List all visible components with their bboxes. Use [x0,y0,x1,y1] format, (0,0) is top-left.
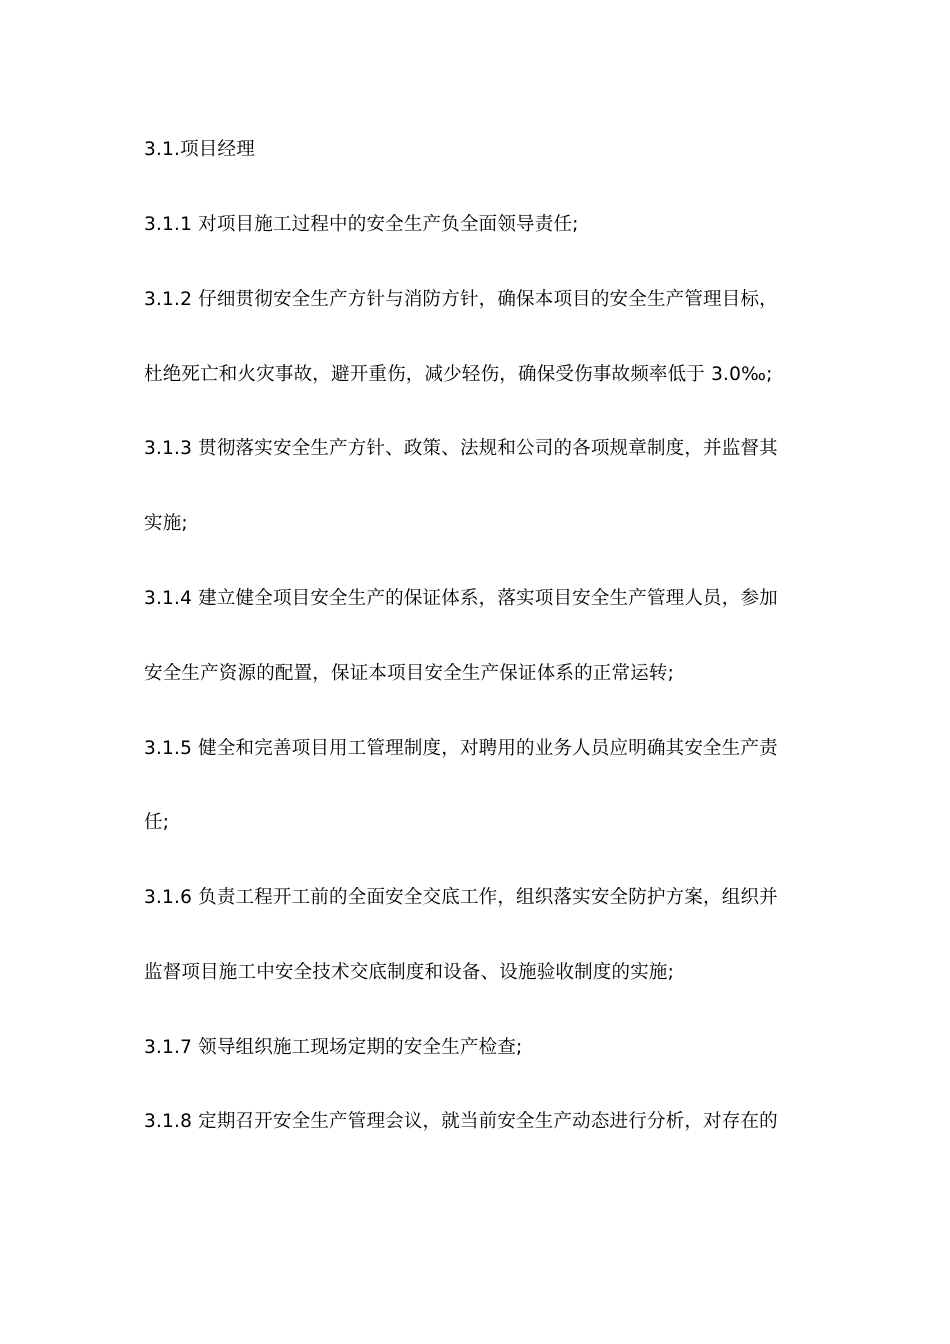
paragraph-line: 3.1.5 健全和完善项目用工管理制度，对聘用的业务人员应明确其安全生产责 [144,738,778,759]
paragraph-line: 任; [144,812,170,833]
paragraph-line: 杜绝死亡和火灾事故，避开重伤，减少轻伤，确保受伤事故频率低于 3.0‰; [144,364,773,385]
paragraph-line: 3.1.4 建立健全项目安全生产的保证体系，落实项目安全生产管理人员，参加 [144,588,778,609]
paragraph-line: 实施; [144,513,188,534]
paragraph-line: 3.1.2 仔细贯彻安全生产方针与消防方针，确保本项目的安全生产管理目标， [144,289,778,310]
paragraph-line: 安全生产资源的配置，保证本项目安全生产保证体系的正常运转; [144,663,675,684]
paragraph-line: 3.1.3 贯彻落实安全生产方针、政策、法规和公司的各项规章制度，并监督其 [144,438,778,459]
paragraph-line: 3.1.1 对项目施工过程中的安全生产负全面领导责任; [144,214,579,235]
paragraph-line: 3.1.6 负责工程开工前的全面安全交底工作，组织落实安全防护方案，组织并 [144,887,778,908]
paragraph-line: 3.1.7 领导组织施工现场定期的安全生产检查; [144,1037,523,1058]
paragraph-line: 3.1.8 定期召开安全生产管理会议，就当前安全生产动态进行分析，对存在的 [144,1111,778,1132]
paragraph-line: 监督项目施工中安全技术交底制度和设备、设施验收制度的实施; [144,962,675,983]
section-heading: 3.1.项目经理 [144,139,255,160]
